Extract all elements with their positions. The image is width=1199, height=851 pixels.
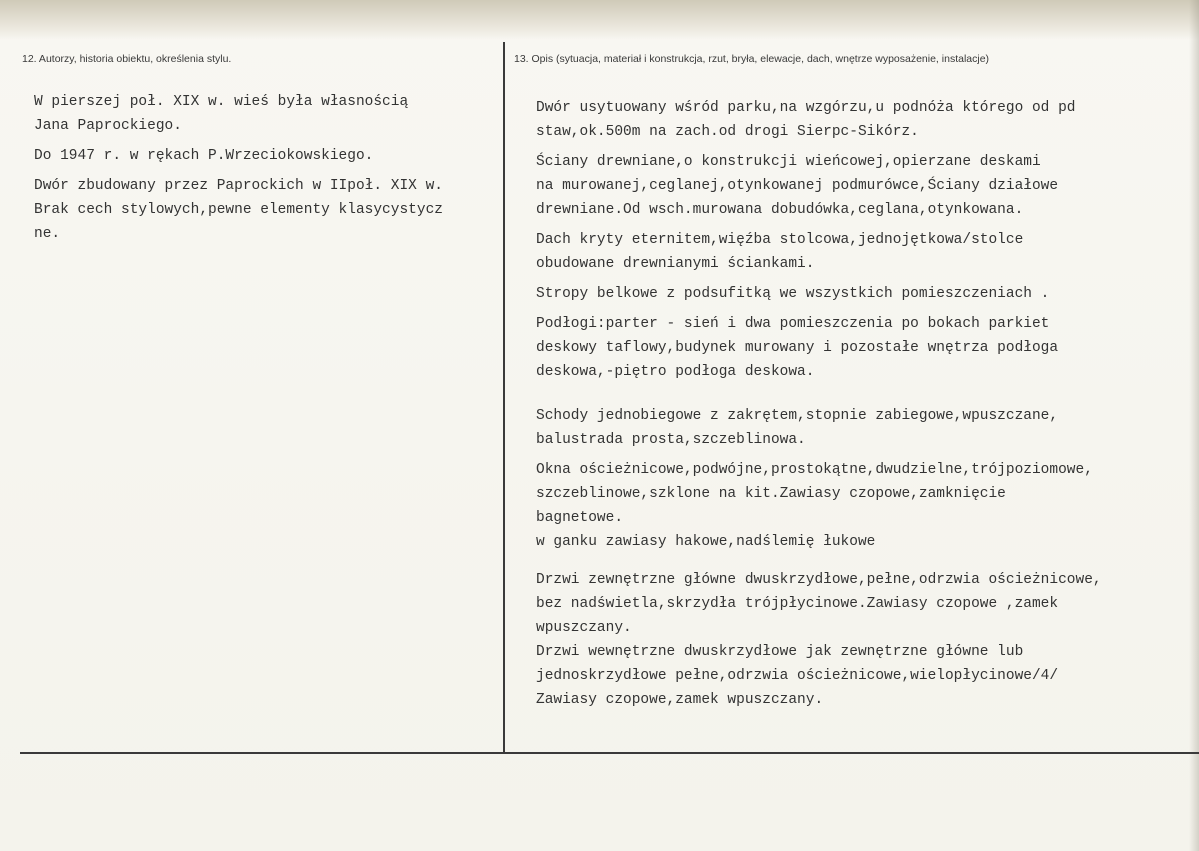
text-line: deskowa,-piętro podłoga deskowa.	[536, 364, 815, 380]
section-13-header: 13. Opis (sytuacja, materiał i konstrukcja, rzut, bryła, elewacje, dach, wnętrze wyposażenie, instalacje)	[514, 53, 990, 65]
description-text	[536, 96, 1102, 712]
text-line: balustrada prosta,szczeblinowa.	[536, 432, 806, 448]
text-line: Jana Paprockiego.	[34, 118, 182, 134]
text-line: w ganku zawiasy hakowe,nadślemię łukowe	[536, 534, 876, 550]
section-12-header: 12. Autorzy, historia obiektu, określenia stylu.	[22, 53, 232, 65]
bottom-rule	[20, 752, 1199, 754]
text-line: bez nadświetla,skrzydła trójpłycinowe.Zawiasy czopowe ,zamek	[536, 596, 1059, 612]
text-line: obudowane drewnianymi ściankami.	[536, 256, 815, 272]
text-line: Dwór zbudowany przez Paprockich w IIpoł. XIX w.	[34, 178, 443, 194]
text-line: Okna ościeżnicowe,podwójne,prostokątne,dwudzielne,trójpoziomowe,	[536, 462, 1093, 478]
text-line: Brak cech stylowych,pewne elementy klasycystycz	[34, 202, 443, 218]
text-line: wpuszczany.	[536, 620, 632, 636]
history-text	[34, 90, 443, 246]
text-line: szczeblinowe,szklone na kit.Zawiasy czopowe,zamknięcie	[536, 486, 1006, 502]
text-line: drewniane.Od wsch.murowana dobudówka,ceglana,otynkowana.	[536, 202, 1024, 218]
text-line: Dach kryty eternitem,więźba stolcowa,jednojętkowa/stolce	[536, 232, 1024, 248]
text-line: na murowanej,ceglanej,otynkowanej podmurówce,Ściany działowe	[536, 178, 1059, 194]
text-line: bagnetowe.	[536, 510, 624, 526]
text-line: Dwór usytuowany wśród parku,na wzgórzu,u podnóża którego od pd	[536, 100, 1076, 116]
top-page-edge	[0, 0, 1199, 40]
text-line: Stropy belkowe z podsufitką we wszystkich pomieszczeniach .	[536, 286, 1050, 302]
text-line: Ściany drewniane,o konstrukcji wieńcowej,opierzane deskami	[536, 154, 1041, 170]
text-line: jednoskrzydłowe pełne,odrzwia ościeżnicowe,wielopłycinowe/4/	[536, 668, 1059, 684]
text-line: W pierszej poł. XIX w. wieś była własnością	[34, 94, 409, 110]
text-line: Schody jednobiegowe z zakrętem,stopnie zabiegowe,wpuszczane,	[536, 408, 1059, 424]
text-line: Podłogi:parter - sień i dwa pomieszczenia po bokach parkiet	[536, 316, 1050, 332]
text-line: staw,ok.500m na zach.od drogi Sierpc-Sikórz.	[536, 124, 919, 140]
text-line: deskowy taflowy,budynek murowany i pozostałe wnętrza podłoga	[536, 340, 1059, 356]
text-line: Zawiasy czopowe,zamek wpuszczany.	[536, 692, 824, 708]
text-line: Do 1947 r. w rękach P.Wrzeciokowskiego.	[34, 148, 374, 164]
right-page-edge	[1189, 0, 1199, 851]
text-line: ne.	[34, 226, 61, 242]
text-line: Drzwi wewnętrzne dwuskrzydłowe jak zewnętrzne główne lub	[536, 644, 1024, 660]
text-line: Drzwi zewnętrzne główne dwuskrzydłowe,pełne,odrzwia ościeżnicowe,	[536, 572, 1102, 588]
column-divider	[503, 42, 505, 754]
